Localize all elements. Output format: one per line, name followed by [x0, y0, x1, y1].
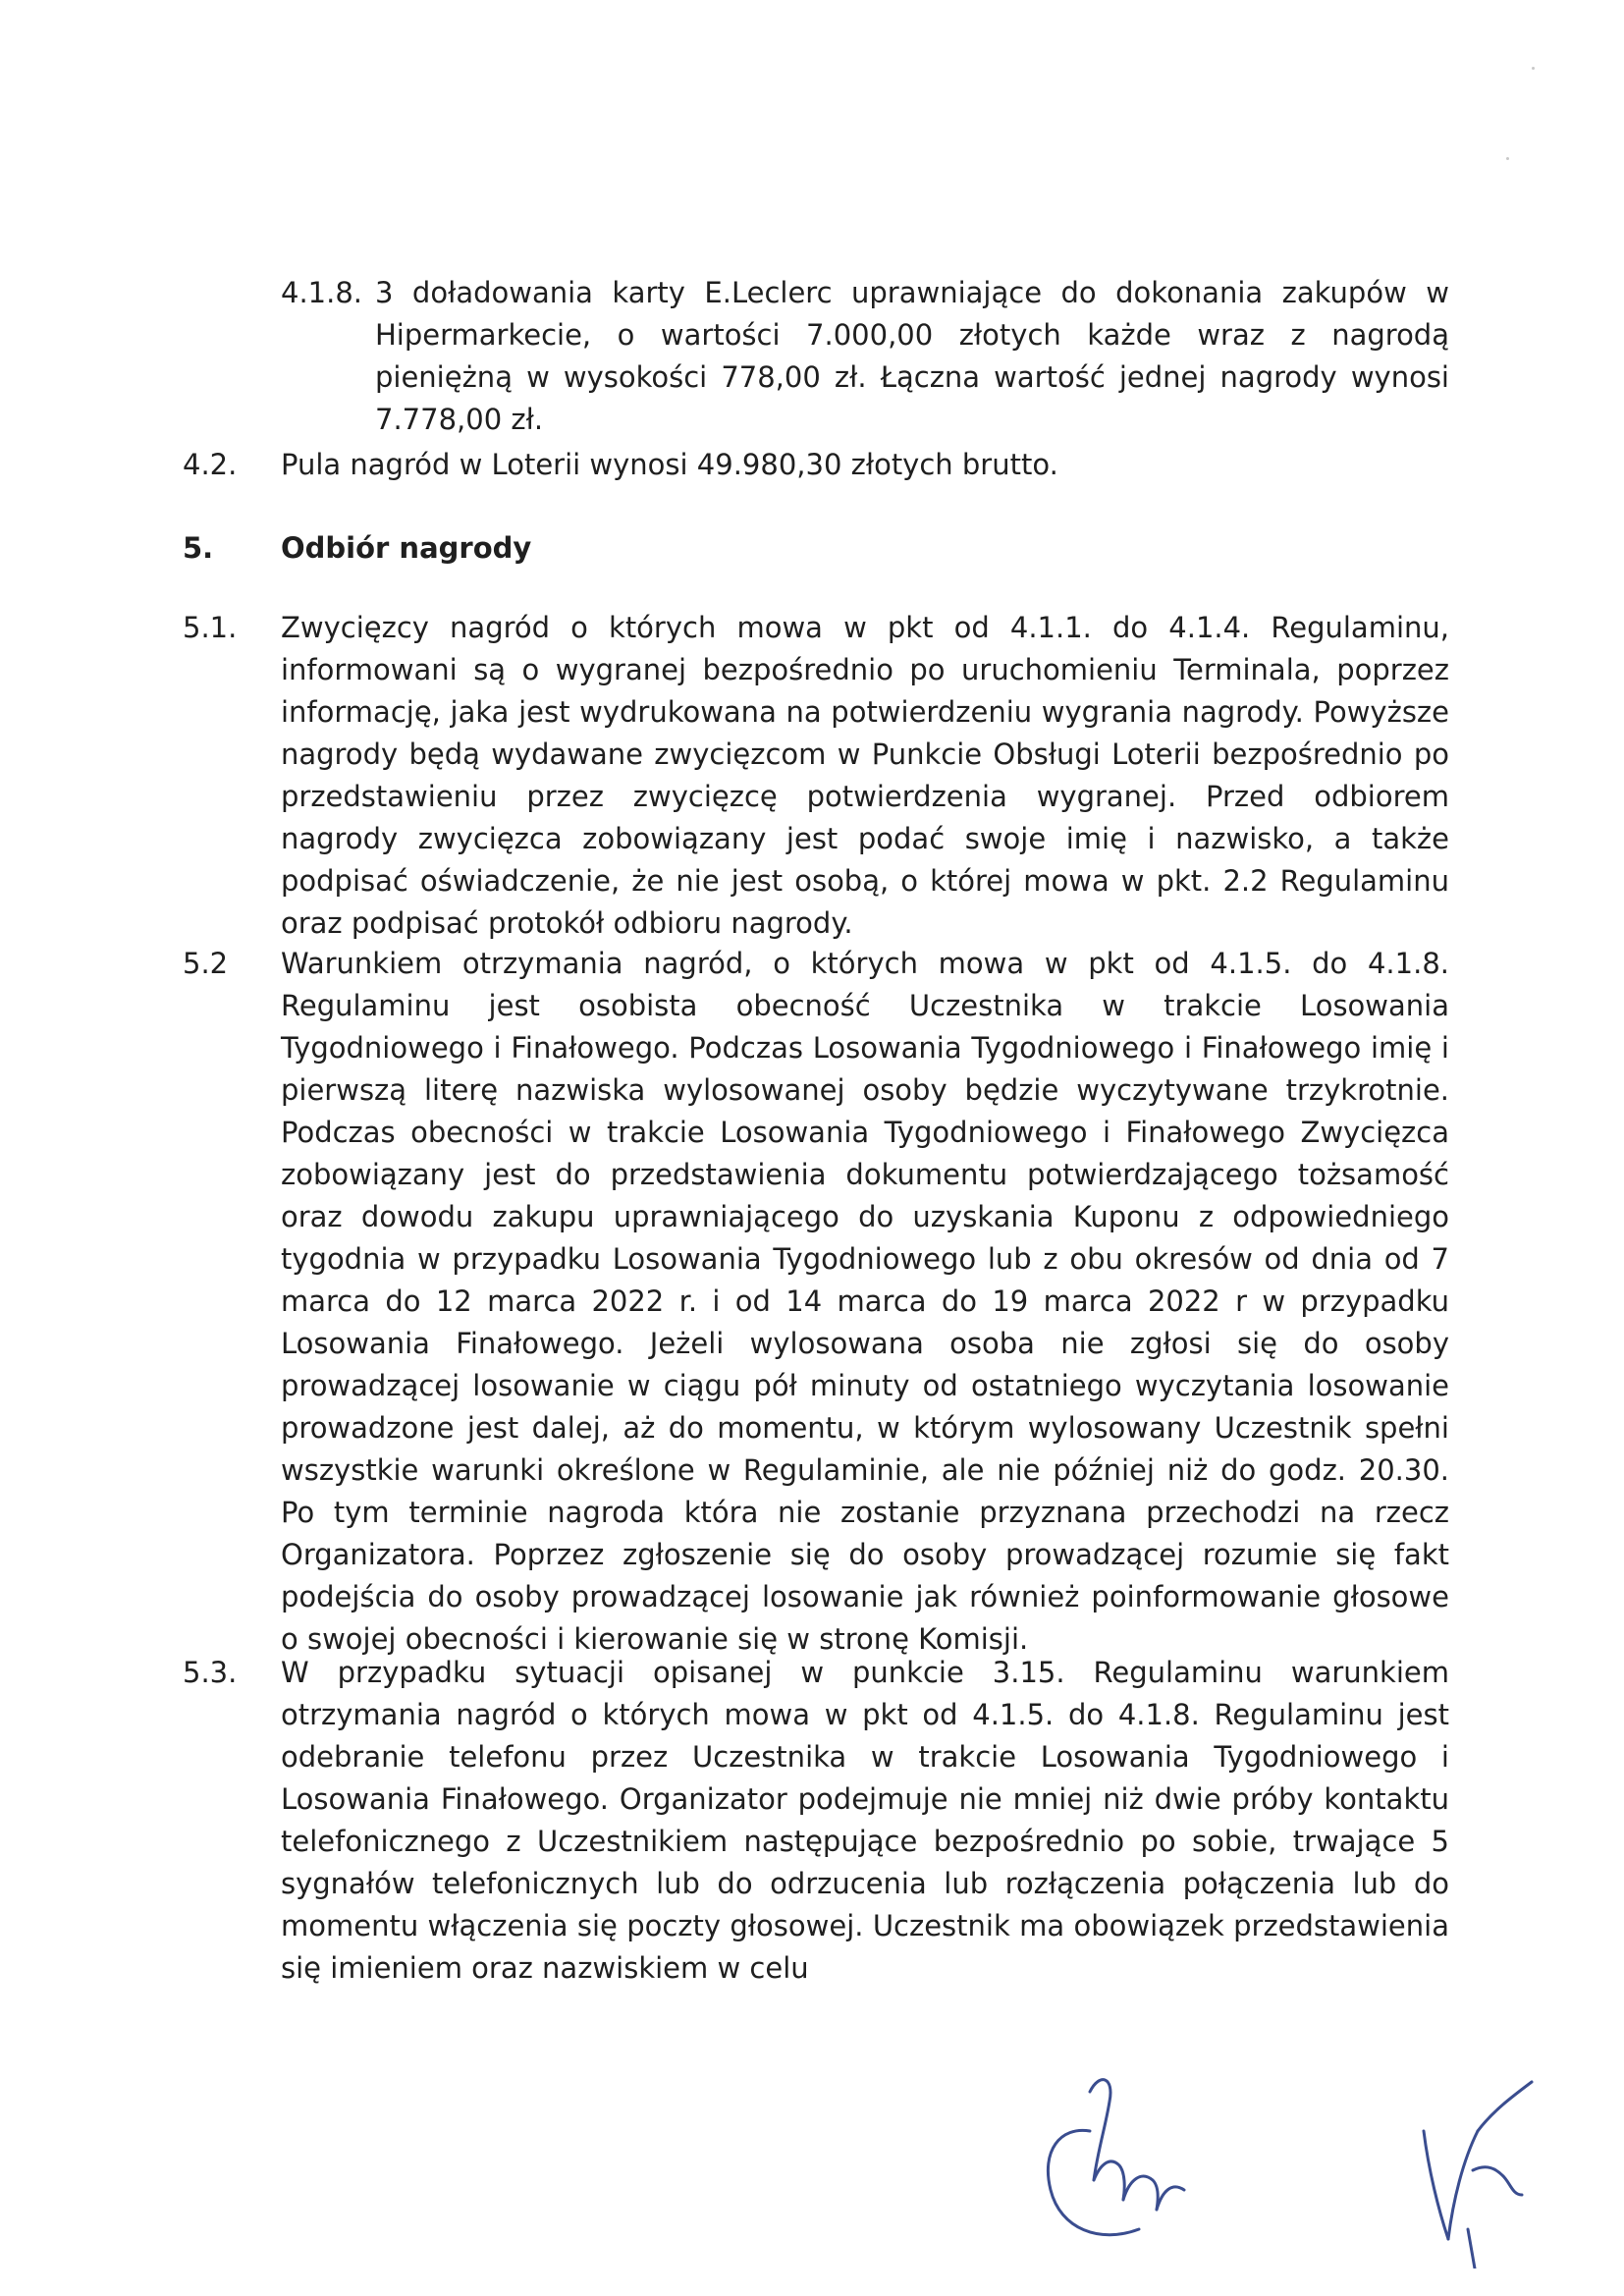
clause-text: Zwycięzcy nagród o których mowa w pkt od 4.1.1. do 4.1.4. Regulaminu, informowani są o wygranej bezpośrednio po uruchomieniu Terminala, poprzez informację, jaka jest wydrukowana na potwierdzeniu wygrania nagrody. Powyższe nagrody będą wydawane zwycięzcom w Punkcie Obsługi Loterii bezpośrednio po przedstawieniu przez zwycięzcę potwierdzenia wygranej. Przed odbiorem nagrody zwycięzca zobowiązany jest podać swoje imię i nazwisko, a także podpisać oświadczenie, że nie jest osobą, o której mowa w pkt. 2.2 Regulaminu oraz podpisać protokół odbioru nagrody.: [281, 611, 1449, 940]
clause-text: W przypadku sytuacji opisanej w punkcie 3.15. Regulaminu warunkiem otrzymania nagród o których mowa w pkt od 4.1.5. do 4.1.8. Regulaminu jest odebranie telefonu przez Uczestnika w trakcie Losowania Tygodniowego i Losowania Finałowego. Organizator podejmuje nie mniej niż dwie próby kontaktu telefonicznego z Uczestnikiem następujące bezpośrednio po sobie, trwające 5 sygnałów telefonicznych lub do odrzucenia lub rozłączenia połączenia lub do momentu włączenia się poczty głosowej. Uczestnik ma obowiązek przedstawienia się imieniem oraz nazwiskiem w celu: [281, 1656, 1449, 1985]
scan-speck: [1506, 157, 1509, 160]
section-number: 5.: [183, 531, 214, 565]
clause-text: 3 doładowania karty E.Leclerc uprawniające do dokonania zakupów w Hipermarkecie, o wartości 7.000,00 złotych każde wraz z nagrodą pieniężną w wysokości 778,00 zł. Łączna wartość jednej nagrody wynosi 7.778,00 zł.: [375, 276, 1449, 436]
clause-number: 5.3.: [183, 1656, 238, 1689]
handwritten-signatures-icon: [1031, 2072, 1561, 2269]
clause-number: 5.2: [183, 947, 229, 980]
section-title: Odbiór nagrody: [281, 531, 532, 565]
clause-number: 4.1.8.: [281, 276, 363, 309]
clause-number: 5.1.: [183, 611, 238, 644]
clause-number: 4.2.: [183, 448, 238, 481]
clause-text: Pula nagród w Loterii wynosi 49.980,30 złotych brutto.: [281, 448, 1058, 481]
signatures: [1031, 2072, 1561, 2269]
clause-text: Warunkiem otrzymania nagród, o których mowa w pkt od 4.1.5. do 4.1.8. Regulaminu jest osobista obecność Uczestnika w trakcie Losowania Tygodniowego i Finałowego. Podczas Losowania Tygodniowego i Finałowego imię i pierwszą literę nazwiska wylosowanej osoby będzie wyczytywane trzykrotnie. Podczas obecności w trakcie Losowania Tygodniowego i Finałowego Zwycięzca zobowiązany jest do przedstawienia dokumentu potwierdzającego tożsamość oraz dowodu zakupu uprawniającego do uzyskania Kuponu z odpowiedniego tygodnia w przypadku Losowania Tygodniowego lub z obu okresów od dnia od 7 marca do 12 marca 2022 r. i od 14 marca do 19 marca 2022 r w przypadku Losowania Finałowego. Jeżeli wylosowana osoba nie zgłosi się do osoby prowadzącej losowanie w ciągu pół minuty od ostatniego wyczytania losowanie prowadzone jest dalej, aż do momentu, w którym wylosowany Uczestnik spełni wszystkie warunki określone w Regulaminie, ale nie później niż do godz. 20.30. Po tym terminie nagroda która nie zostanie przyznana przechodzi na rzecz Organizatora. Poprzez zgłoszenie się do osoby prowadzącej rozumie się fakt podejścia do osoby prowadzącej losowanie jak również poinformowanie głosowe o swojej obecności i kierowanie się w stronę Komisji.: [281, 947, 1449, 1656]
scan-speck: [1532, 67, 1535, 70]
